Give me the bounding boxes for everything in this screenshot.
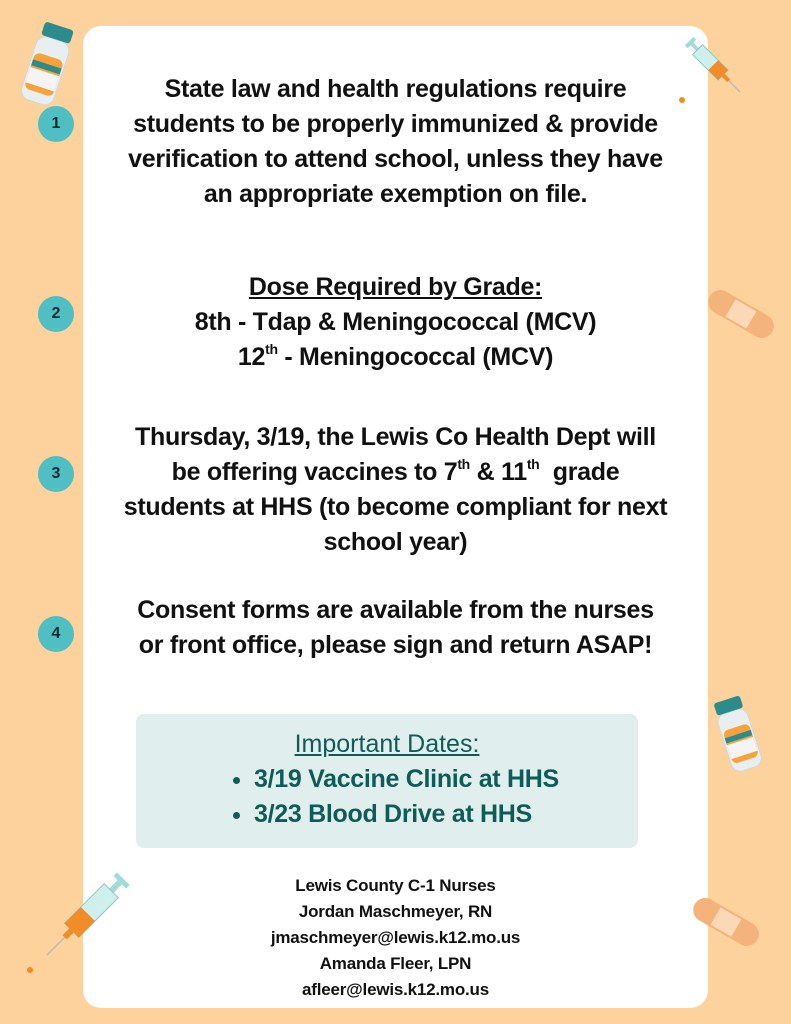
text: th — [526, 455, 540, 472]
nurse-name: Amanda Fleer, LPN — [319, 954, 472, 973]
text-line: Consent forms are available from the nurses — [137, 596, 654, 624]
text-line — [83, 455, 708, 490]
date-item: • 3/23 Blood Drive at HHS — [254, 797, 559, 832]
step-3-badge: 3 — [38, 456, 74, 492]
consent-forms-text — [83, 593, 708, 663]
dose-heading: Dose Required by Grade: — [248, 273, 543, 301]
important-dates-heading: Important Dates: — [294, 730, 480, 758]
step-2-badge: 2 — [38, 296, 74, 332]
bandage-icon — [703, 285, 779, 343]
date-item: • 3/19 Vaccine Clinic at HHS — [254, 762, 559, 797]
nurse-email[interactable]: jmaschmeyer@lewis.k12.mo.us — [270, 928, 521, 947]
text-line: school year) — [323, 528, 468, 556]
text-line: State law and health regulations require — [164, 75, 627, 103]
step-1-badge: 1 — [38, 106, 74, 142]
important-dates-box — [136, 714, 638, 848]
text-line: verification to attend school, unless they have — [128, 145, 663, 173]
step-4-badge: 4 — [38, 616, 74, 652]
vaccine-vial-icon — [705, 694, 771, 776]
text-line: students to be properly immunized & provide — [133, 110, 658, 138]
text-line: or front office, please sign and return ASAP! — [138, 631, 653, 659]
vaccine-vial-icon — [12, 20, 82, 110]
text: grade — [539, 458, 620, 486]
clinic-announcement — [83, 420, 708, 560]
nurse-contacts — [83, 873, 708, 1003]
text: 12 — [237, 343, 266, 371]
text-line: students at HHS (to become compliant for next — [123, 493, 668, 521]
organization: Lewis County C-1 Nurses — [295, 876, 496, 895]
nurse-email[interactable]: afleer@lewis.k12.mo.us — [302, 980, 489, 999]
nurse-name: Jordan Maschmeyer, RN — [298, 902, 493, 921]
text: th — [457, 455, 470, 472]
text: - Meningococcal (MCV) — [277, 343, 554, 371]
grade-12-dose — [83, 340, 708, 375]
text: be offering vaccines to 7 — [171, 458, 458, 486]
dose-by-grade — [83, 270, 708, 375]
text-line: Thursday, 3/19, the Lewis Co Health Dept will — [135, 423, 656, 451]
text-line: an appropriate exemption on file. — [203, 180, 588, 208]
grade-8-dose: 8th - Tdap & Meningococcal (MCV) — [194, 308, 597, 336]
text: & 11 — [469, 458, 527, 486]
text: th — [265, 340, 278, 357]
immunization-requirement-text — [83, 72, 708, 212]
